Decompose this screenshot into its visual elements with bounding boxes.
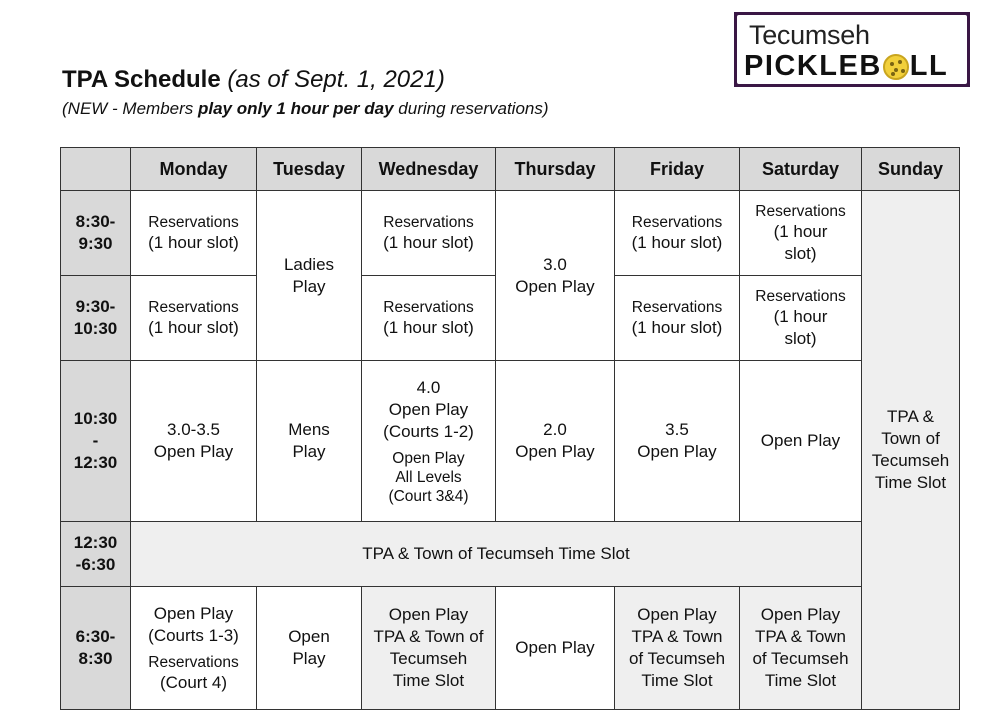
day-header: Wednesday — [362, 148, 496, 191]
logo-line2-b: LL — [909, 50, 949, 82]
day-header: Tuesday — [257, 148, 362, 191]
schedule-cell: Mens Play — [257, 361, 362, 522]
day-header: Monday — [131, 148, 257, 191]
note-bold: play only 1 hour per day — [198, 99, 394, 118]
pickleball-icon — [883, 54, 909, 80]
corner-cell — [61, 148, 131, 191]
header-row — [61, 148, 960, 191]
schedule-cell: Open Play TPA & Town of Tecumseh Time Slot — [740, 587, 862, 710]
time-cell: 8:30- 9:30 — [61, 191, 131, 276]
schedule-cell: TPA & Town of Tecumseh Time Slot — [131, 522, 862, 587]
schedule-cell: Reservations (1 hour slot) — [362, 276, 496, 361]
time-cell: 12:30 -6:30 — [61, 522, 131, 587]
time-cell: 10:30 - 12:30 — [61, 361, 131, 522]
day-header: Thursday — [496, 148, 615, 191]
day-header: Friday — [615, 148, 740, 191]
schedule-cell: 2.0 Open Play — [496, 361, 615, 522]
time-row — [61, 191, 960, 276]
schedule-cell: Open Play TPA & Town of Tecumseh Time Slot — [615, 587, 740, 710]
logo-line1: Tecumseh — [749, 20, 870, 50]
logo-panel — [737, 15, 967, 84]
schedule-cell: Reservations (1 hour slot) — [131, 276, 257, 361]
schedule-cell: Open Play (Courts 1-3) Reservations (Court 4) — [131, 587, 257, 710]
schedule-cell: Reservations (1 hour slot) — [740, 191, 862, 276]
schedule-cell: Reservations (1 hour slot) — [615, 276, 740, 361]
schedule-cell: 3.0-3.5 Open Play — [131, 361, 257, 522]
tecumseh-pickleball-logo — [734, 12, 970, 87]
day-header: Saturday — [740, 148, 862, 191]
time-row — [61, 361, 960, 522]
schedule-cell: Open Play — [257, 587, 362, 710]
day-header: Sunday — [862, 148, 960, 191]
schedule-cell: Reservations (1 hour slot) — [131, 191, 257, 276]
schedule-cell: Open Play TPA & Town of Tecumseh Time Slot — [362, 587, 496, 710]
time-row — [61, 522, 960, 587]
schedule-cell: 3.5 Open Play — [615, 361, 740, 522]
schedule-cell: Ladies Play — [257, 191, 362, 361]
note-suffix: during reservations) — [393, 99, 549, 118]
schedule-table — [60, 147, 960, 710]
time-row — [61, 587, 960, 710]
page-title — [62, 66, 445, 94]
title-main: TPA Schedule — [62, 66, 221, 93]
logo-line2-a: PICKLEB — [744, 50, 882, 82]
schedule-cell: Open Play — [496, 587, 615, 710]
schedule-note — [62, 99, 549, 119]
title-as-of: (as of Sept. 1, 2021) — [227, 66, 445, 93]
schedule-cell: Reservations (1 hour slot) — [362, 191, 496, 276]
time-cell: 9:30- 10:30 — [61, 276, 131, 361]
schedule-cell: Reservations (1 hour slot) — [740, 276, 862, 361]
note-prefix: (NEW - Members — [62, 99, 198, 118]
time-cell: 6:30- 8:30 — [61, 587, 131, 710]
schedule-cell: 4.0 Open Play (Courts 1-2) Open Play All Levels (Court 3&4) — [362, 361, 496, 522]
logo-line2 — [744, 50, 948, 83]
schedule-cell: 3.0 Open Play — [496, 191, 615, 361]
schedule-cell: Open Play — [740, 361, 862, 522]
schedule-cell: TPA & Town of Tecumseh Time Slot — [862, 191, 960, 710]
schedule-cell: Reservations (1 hour slot) — [615, 191, 740, 276]
